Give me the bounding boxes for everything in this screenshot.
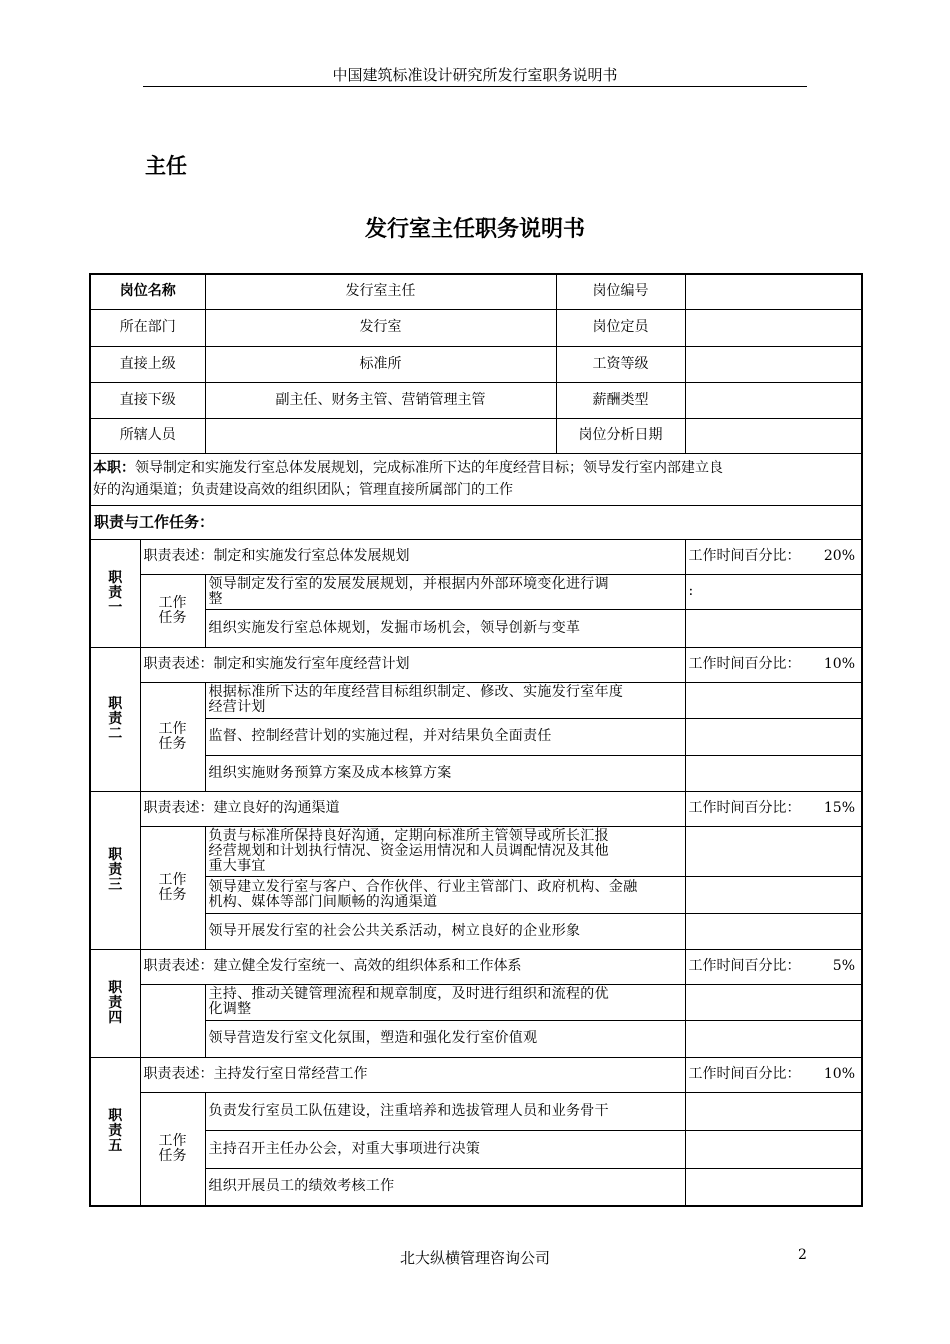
task-row xyxy=(90,682,862,718)
task-label-line: 任务 xyxy=(158,609,187,626)
duty-name-char: 职 xyxy=(108,695,123,712)
task-text-line: 领导营造发行室文化氛围，塑造和强化发行室价值观 xyxy=(208,1030,538,1046)
task-text xyxy=(205,1130,685,1168)
percentage-value: 5% xyxy=(832,958,855,974)
duty-description: 职责表述：建立健全发行室统一、高效的组织体系和工作体系 xyxy=(140,949,685,984)
task-text-line: 组织实施发行室总体规划，发掘市场机会，领导创新与变革 xyxy=(208,619,581,636)
task-text-line: 化调整 xyxy=(208,1001,252,1017)
task-text xyxy=(205,876,685,913)
task-text-line: 主持、推动关键管理流程和规章制度，及时进行组织和流程的优 xyxy=(208,986,609,1002)
task-extra-cell xyxy=(685,574,862,609)
task-extra-cell xyxy=(685,1020,862,1057)
duty-name-char: 职 xyxy=(108,846,123,863)
task-extra-cell xyxy=(685,876,862,913)
superior-value: 标准所 xyxy=(205,346,556,382)
task-row xyxy=(90,1020,862,1057)
task-text-line: 领导建立发行室与客户、合作伙伴、行业主管部门、政府机构、金融 xyxy=(208,878,638,895)
task-label-line: 工作 xyxy=(158,594,187,611)
percentage-label: 工作时间百分比： xyxy=(688,656,801,672)
duty-name-char: 三 xyxy=(108,876,123,893)
percentage-value: 10% xyxy=(823,1066,855,1082)
task-row xyxy=(90,876,862,913)
duty-time-percentage xyxy=(685,949,862,984)
department-label: 所在部门 xyxy=(90,309,205,346)
info-row xyxy=(90,418,862,453)
task-text-line: 组织开展员工的绩效考核工作 xyxy=(208,1178,395,1195)
staff-value xyxy=(205,418,556,453)
position-no-value xyxy=(685,274,862,309)
task-label xyxy=(140,826,205,949)
task-label xyxy=(140,682,205,791)
task-label-line: 工作 xyxy=(158,871,187,888)
duty-name xyxy=(90,539,140,647)
summary-line-2: 好的沟通渠道；负责建设高效的组织团队；管理直接所属部门的工作 xyxy=(93,482,513,498)
duty-name xyxy=(90,1057,140,1206)
percentage-value: 15% xyxy=(823,800,855,816)
task-text-line: 经营规划和计划执行情况、资金运用情况和人员调配情况及其他 xyxy=(208,842,609,859)
duty-name xyxy=(90,949,140,1057)
task-text xyxy=(205,1168,685,1206)
task-text xyxy=(205,682,685,718)
task-extra-cell xyxy=(685,984,862,1020)
duty-description: 职责表述：制定和实施发行室总体发展规划 xyxy=(140,539,685,574)
task-label xyxy=(140,984,205,1057)
task-text-line: 根据标准所下达的年度经营目标组织制定、修改、实施发行室年度 xyxy=(208,684,624,700)
task-text-line: 监督、控制经营计划的实施过程，并对结果负全面责任 xyxy=(208,728,552,744)
task-extra-cell xyxy=(685,755,862,791)
task-label xyxy=(140,574,205,647)
task-row xyxy=(90,913,862,949)
percentage-label: 工作时间百分比： xyxy=(688,958,801,974)
task-text-line: 负责与标准所保持良好沟通，定期向标准所主管领导或所长汇报 xyxy=(208,827,609,844)
duty-description: 职责表述：建立良好的沟通渠道 xyxy=(140,791,685,826)
task-text xyxy=(205,1092,685,1130)
task-extra-cell xyxy=(685,1168,862,1206)
headcount-value xyxy=(685,309,862,346)
task-label-line: 工作 xyxy=(158,1132,187,1149)
duty-description: 职责表述：制定和实施发行室年度经营计划 xyxy=(140,647,685,682)
task-extra-cell xyxy=(685,718,862,755)
job-description-table xyxy=(89,273,863,1207)
department-value: 发行室 xyxy=(205,309,556,346)
task-text-line: 组织实施财务预算方案及成本核算方案 xyxy=(208,764,452,781)
percentage-label: 工作时间百分比： xyxy=(688,548,801,564)
percentage-value: 20% xyxy=(823,548,855,564)
duty-description-row xyxy=(90,539,862,574)
summary-line-1: 领导制定和实施发行室总体发展规划，完成标准所下达的年度经营目标；领导发行室内部建立良 xyxy=(135,460,723,476)
duty-time-percentage xyxy=(685,791,862,826)
duty-name-char: 职 xyxy=(108,1107,123,1124)
pay-grade-label: 工资等级 xyxy=(556,346,685,382)
colon-mark: : xyxy=(688,583,694,599)
info-row xyxy=(90,309,862,346)
footer-company: 北大纵横管理咨询公司 xyxy=(399,1249,550,1267)
document-title: 发行室主任职务说明书 xyxy=(364,217,585,242)
subordinate-label: 直接下级 xyxy=(90,382,205,418)
duty-name-char: 责 xyxy=(108,710,123,727)
task-row xyxy=(90,755,862,791)
task-row xyxy=(90,574,862,609)
duty-name xyxy=(90,791,140,949)
duty-name-char: 二 xyxy=(108,725,123,742)
duty-name-char: 五 xyxy=(108,1137,123,1154)
duties-heading-row xyxy=(90,505,862,539)
duty-name-char: 四 xyxy=(108,1009,123,1026)
task-text xyxy=(205,984,685,1020)
task-extra-cell xyxy=(685,1092,862,1130)
task-extra-cell xyxy=(685,682,862,718)
position-name-value: 发行室主任 xyxy=(205,274,556,309)
task-text-line: 机构、媒体等部门间顺畅的沟通渠道 xyxy=(208,893,438,910)
subordinate-value: 副主任、财务主管、营销管理主管 xyxy=(205,382,556,418)
salary-type-value xyxy=(685,382,862,418)
task-label-line: 任务 xyxy=(158,886,187,903)
task-extra-cell xyxy=(685,1130,862,1168)
percentage-value: 10% xyxy=(823,656,855,672)
page-number: 2 xyxy=(798,1247,807,1263)
header-rule xyxy=(143,86,807,87)
duty-name-char: 责 xyxy=(108,861,123,878)
duty-name-char: 职 xyxy=(108,569,123,586)
position-name-label: 岗位名称 xyxy=(90,274,205,309)
task-text-line: 领导制定发行室的发展发展规划，并根据内外部环境变化进行调 xyxy=(208,575,609,592)
task-text-line: 领导开展发行室的社会公共关系活动，树立良好的企业形象 xyxy=(208,922,581,939)
duty-description-row xyxy=(90,1057,862,1092)
duty-name xyxy=(90,647,140,791)
task-text xyxy=(205,826,685,876)
task-row xyxy=(90,1092,862,1130)
task-row xyxy=(90,1130,862,1168)
role-heading: 主任 xyxy=(145,154,187,178)
duties-heading: 职责与工作任务： xyxy=(90,505,862,539)
task-text-line: 整 xyxy=(208,590,223,607)
salary-type-label: 薪酬类型 xyxy=(556,382,685,418)
analysis-date-value xyxy=(685,418,862,453)
task-text xyxy=(205,718,685,755)
position-no-label: 岗位编号 xyxy=(556,274,685,309)
superior-label: 直接上级 xyxy=(90,346,205,382)
info-row xyxy=(90,274,862,309)
analysis-date-label: 岗位分析日期 xyxy=(556,418,685,453)
duty-name-char: 责 xyxy=(108,1122,123,1139)
pay-grade-value xyxy=(685,346,862,382)
task-row xyxy=(90,718,862,755)
summary-label: 本职： xyxy=(93,460,135,476)
task-text xyxy=(205,574,685,609)
task-row xyxy=(90,984,862,1020)
summary-cell xyxy=(90,453,862,505)
duty-description-row xyxy=(90,949,862,984)
task-label-line: 工作 xyxy=(158,720,187,737)
task-label xyxy=(140,1092,205,1206)
task-text xyxy=(205,609,685,647)
task-text xyxy=(205,1020,685,1057)
duty-description-row xyxy=(90,647,862,682)
task-label-line: 任务 xyxy=(158,1147,187,1164)
task-extra-cell xyxy=(685,913,862,949)
duty-name-char: 职 xyxy=(108,979,123,996)
task-text xyxy=(205,913,685,949)
task-label-line: 任务 xyxy=(158,735,187,752)
task-text-line: 主持召开主任办公会，对重大事项进行决策 xyxy=(208,1140,481,1157)
info-row xyxy=(90,382,862,418)
running-header: 中国建筑标准设计研究所发行室职务说明书 xyxy=(332,66,618,84)
task-row xyxy=(90,1168,862,1206)
staff-label: 所辖人员 xyxy=(90,418,205,453)
duty-time-percentage xyxy=(685,1057,862,1092)
task-text-line: 经营计划 xyxy=(208,699,266,715)
duty-name-char: 责 xyxy=(108,584,123,601)
task-extra-cell xyxy=(685,609,862,647)
task-text xyxy=(205,755,685,791)
duty-description: 职责表述：主持发行室日常经营工作 xyxy=(140,1057,685,1092)
task-row xyxy=(90,826,862,876)
info-row xyxy=(90,346,862,382)
percentage-label: 工作时间百分比： xyxy=(688,1066,801,1082)
percentage-label: 工作时间百分比： xyxy=(688,800,801,816)
summary-row xyxy=(90,453,862,505)
task-extra-cell xyxy=(685,826,862,876)
task-text-line: 重大事宜 xyxy=(208,857,266,874)
duty-name-char: 一 xyxy=(108,599,123,616)
duty-time-percentage xyxy=(685,647,862,682)
task-text-line: 负责发行室员工队伍建设，注重培养和选拔管理人员和业务骨干 xyxy=(208,1102,609,1119)
headcount-label: 岗位定员 xyxy=(556,309,685,346)
duty-name-char: 责 xyxy=(108,994,123,1011)
duty-description-row xyxy=(90,791,862,826)
duty-time-percentage xyxy=(685,539,862,574)
task-row xyxy=(90,609,862,647)
